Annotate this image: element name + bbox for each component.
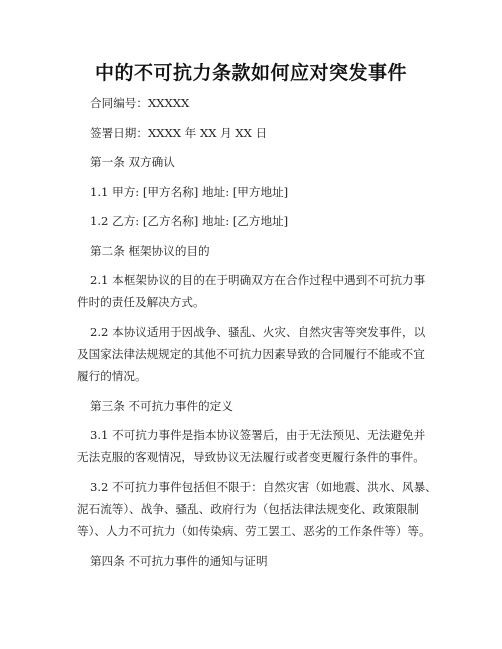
- article-1-heading: 第一条 双方确认: [90, 155, 175, 169]
- clause-3-2-line-3: 等）、人力不可抗力（如传染病、劳工罢工、恶劣的工作条件等）等。: [77, 524, 431, 538]
- article-3-heading: 第三条 不可抗力事件的定义: [90, 399, 233, 413]
- clause-2-2-line-2: 及国家法律法规规定的其他不可抗力因素导致的合同履行不能或不宜: [77, 347, 425, 361]
- clause-3-2-line-1: 3.2 不可抗力事件包括但不限于：自然灾害（如地震、洪水、风暴、: [90, 480, 437, 494]
- clause-3-1-line-2: 无法克服的客观情况，导致协议无法履行或者变更履行条件的事件。: [77, 450, 425, 464]
- contract-number: 合同编号：XXXXX: [90, 96, 190, 110]
- clause-3-2-line-2: 泥石流等）、战争、骚乱、政府行为（包括法律法规变化、政策限制: [77, 502, 420, 516]
- clause-2-1-line-1: 2.1 本框架协议的目的在于明确双方在合作过程中遇到不可抗力事: [90, 273, 426, 287]
- clause-1-1: 1.1 甲方: [甲方名称] 地址: [甲方地址]: [90, 185, 289, 199]
- sign-date: 签署日期：XXXX 年 XX 月 XX 日: [90, 126, 268, 140]
- document-title: 中的不可抗力条款如何应对突发事件: [94, 62, 407, 84]
- clause-2-2-line-3: 履行的情况。: [77, 369, 147, 383]
- clause-1-2: 1.2 乙方: [乙方名称] 地址: [乙方地址]: [90, 214, 289, 228]
- clause-2-2-line-1: 2.2 本协议适用于因战争、骚乱、火灾、自然灾害等突发事件，以: [90, 325, 426, 339]
- clause-3-1-line-1: 3.1 不可抗力事件是指本协议签署后，由于无法预见、无法避免并: [90, 428, 426, 442]
- clause-2-1-line-2: 件时的责任及解决方式。: [77, 295, 205, 309]
- article-4-heading: 第四条 不可抗力事件的通知与证明: [90, 554, 268, 568]
- article-2-heading: 第二条 框架协议的目的: [90, 244, 210, 258]
